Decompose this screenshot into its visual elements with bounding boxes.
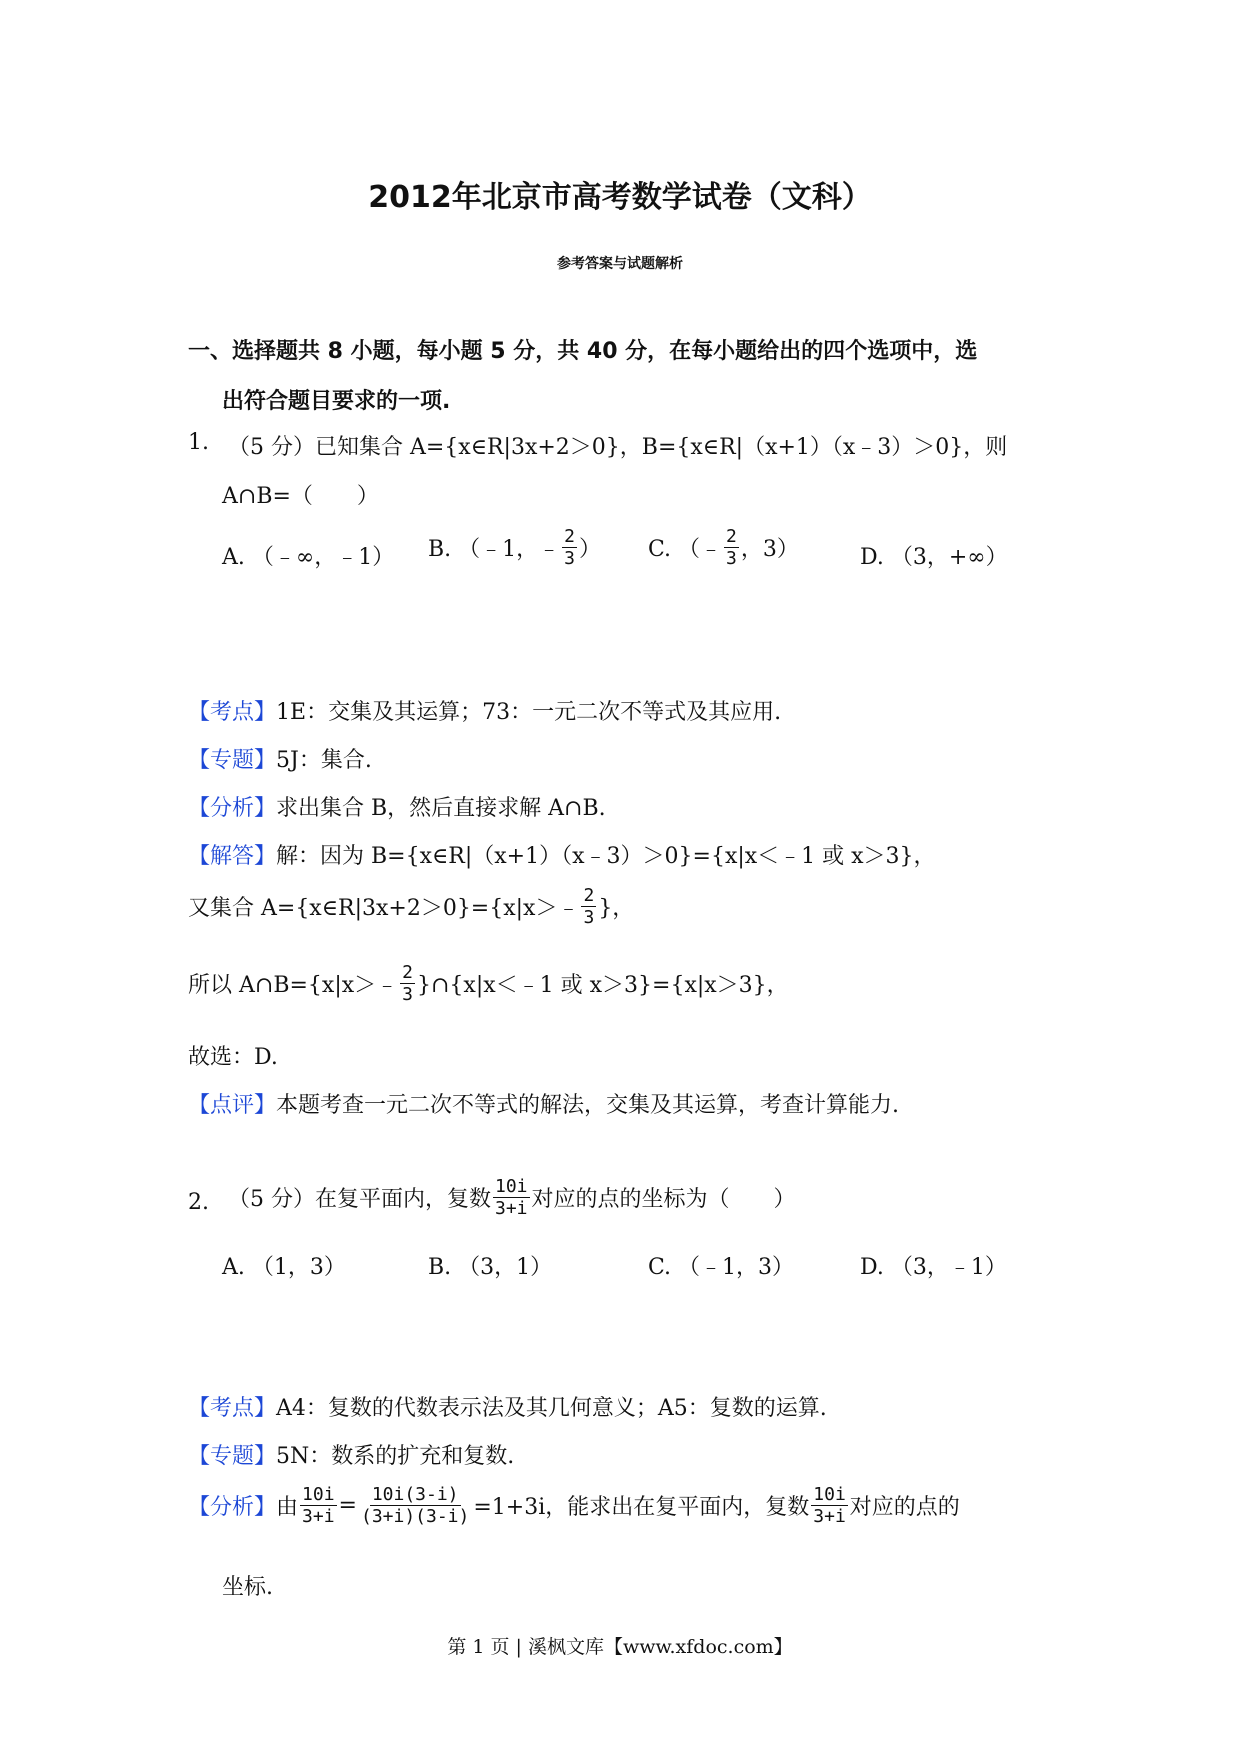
kaodian-text: 1E：交集及其运算；73：一元二次不等式及其应用. [276,700,782,725]
option-c-text: C. （﹣ [648,537,723,562]
jieda-line3-close: }∩{x|x＜﹣1 或 x＞3}={x|x＞3}， [416,973,789,998]
q2-fenxi-line2: 坐标. [222,1575,273,1600]
dianping-tag: 【点评】 [188,1093,277,1118]
jieda-tag: 【解答】 [188,844,277,869]
question-2-option-a: A. （1，3） [222,1255,346,1280]
fraction-denominator: 3 [583,907,595,928]
page-subtitle: 参考答案与试题解析 [557,256,683,272]
fenxi-text: 求出集合 B，然后直接求解 A∩B. [276,796,606,821]
question-1-number: 1. [188,430,209,455]
fraction-denominator: 3 [402,984,413,1005]
fraction-two-thirds [724,526,739,569]
q2-stem-tail: 对应的点的坐标为（ ） [531,1187,796,1212]
option-c-close: ，3） [740,537,799,562]
option-b-text: B. （﹣1，﹣ [428,537,561,562]
fraction-denominator: 3+i [495,1198,528,1219]
fraction-numerator: 10i [302,1484,335,1505]
kaodian-tag: 【考点】 [188,700,277,725]
question-2-number: 2. [188,1190,209,1215]
fenxi-text-pre: 由 [276,1495,299,1520]
fraction-denominator: 3 [564,548,575,569]
fenxi-tag: 【分析】 [188,1495,277,1520]
q1-dianping [188,1088,899,1119]
q1-jieda-line3 [188,962,789,1005]
q1-jieda [188,839,936,870]
fraction-denominator: (3+i)(3-i) [360,1506,470,1527]
fraction-10i-over-3-plus-i [493,1176,530,1219]
fenxi-tag: 【分析】 [188,796,277,821]
option-b-close: ） [579,537,602,562]
q2-stem-text: （5 分）在复平面内，复数 [228,1187,491,1212]
jieda-line2-text: 又集合 A={x∈R|3x+2＞0}={x|x＞﹣ [188,896,580,921]
question-1-stem-line2: A∩B=（ ） [222,484,379,509]
section-heading-line1: 一、选择题共 8 小题，每小题 5 分，共 40 分，在每小题给出的四个选项中，选 [188,339,978,364]
q1-zhuanti [188,743,372,774]
fraction-denominator: 3+i [813,1506,846,1527]
question-1-stem-line1: （5 分）已知集合 A={x∈R|3x+2＞0}，B={x∈R|（x+1）（x﹣3）＞0}，则 [228,435,1008,460]
zhuanti-tag: 【专题】 [188,1444,277,1469]
fraction-numerator: 2 [583,885,595,906]
jieda-line2-close: }， [598,896,635,921]
jieda-line1: 解：因为 B={x∈R|（x+1）（x﹣3）＞0}={x|x＜﹣1 或 x＞3}， [276,844,936,869]
q1-kaodian [188,695,781,726]
fenxi-equals: = [338,1493,357,1518]
fraction-two-thirds [581,885,596,928]
question-1-option-d: D. （3，+∞） [860,545,1008,570]
fenxi-text-mid: =1+3i，能求出在复平面内，复数 [473,1495,810,1520]
fraction-numerator: 10i [813,1484,846,1505]
question-1-option-c [648,526,799,569]
q2-zhuanti [188,1439,514,1470]
page-footer: 第 1 页 | 溪枫文库【www.xfdoc.com】 [447,1636,793,1658]
fraction-10i-over-3-plus-i [811,1484,848,1527]
section-heading-line2: 出符合题目要求的一项. [222,389,451,414]
question-2-option-c: C. （﹣1，3） [648,1255,795,1280]
fraction-two-thirds [562,526,577,569]
q2-kaodian [188,1391,827,1422]
fraction-denominator: 3 [726,548,737,569]
fraction-two-thirds [400,962,415,1005]
q1-jieda-line4: 故选：D. [188,1045,278,1070]
question-2-option-d: D. （3，﹣1） [860,1255,1007,1280]
zhuanti-text: 5J：集合. [276,748,372,773]
fraction-denominator: 3+i [302,1506,335,1527]
jieda-line3-text: 所以 A∩B={x|x＞﹣ [188,973,399,998]
fraction-numerator: 2 [402,962,413,983]
fraction-10i-over-3-plus-i [300,1484,337,1527]
kaodian-tag: 【考点】 [188,1396,277,1421]
question-2-option-b: B. （3，1） [428,1255,553,1280]
page-title: 2012年北京市高考数学试卷（文科） [368,180,872,215]
fraction-numerator: 2 [564,526,575,547]
kaodian-text: A4：复数的代数表示法及其几何意义；A5：复数的运算. [276,1396,827,1421]
zhuanti-text: 5N：数系的扩充和复数. [276,1444,515,1469]
q1-jieda-line2 [188,885,634,928]
fraction-numerator: 10i [495,1176,528,1197]
question-1-option-b [428,526,601,569]
fraction-expanded [359,1484,471,1527]
question-1-option-a: A. （﹣∞，﹣1） [222,545,395,570]
fraction-numerator: 10i(3-i) [371,1484,459,1505]
q1-fenxi [188,791,606,822]
fraction-numerator: 2 [726,526,737,547]
question-2-stem [228,1176,796,1219]
q2-fenxi [188,1484,960,1527]
dianping-text: 本题考查一元二次不等式的解法，交集及其运算，考查计算能力. [276,1093,900,1118]
fenxi-text-post: 对应的点的 [849,1495,960,1520]
zhuanti-tag: 【专题】 [188,748,277,773]
